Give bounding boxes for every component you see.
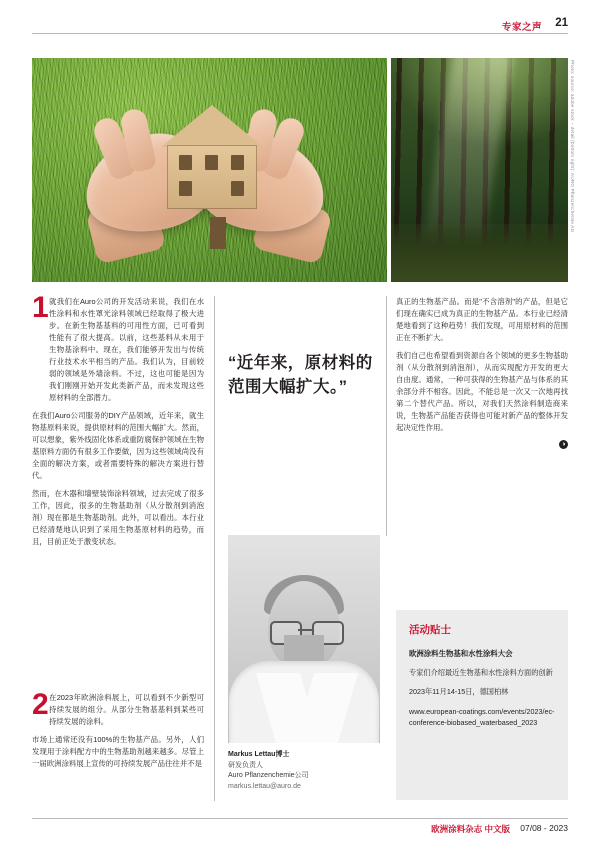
tip-box-subtitle: 欧洲涂料生物基和水性涂料大会 xyxy=(409,649,513,658)
footer-issue: 07/08 - 2023 xyxy=(520,823,568,833)
house-roof xyxy=(161,105,263,147)
paragraph: 真正的生物基产品。而是"不含溶剂"的产品，但是它们现在确实已成为真正的生物基产品。本行业已经清楚地看到了这种趋势！我们发现，可用原材料的范围正在不断扩大。 xyxy=(396,297,568,342)
paragraph: 在我们Auro公司服务的DIY产品领域，近年来，就生物基原料来说，提供原材料的范围大幅扩大。然而，可以想象，紫外线固化体系或重防腐保护领域在生物基原料方面仍有很多工作要做，因为这些领域尚没有全面的解决方案，或者需要特殊的解决方案进行替代。 xyxy=(32,410,204,480)
tip-box-url[interactable]: www.european-coatings.com/events/2023/ec-conference-biobased_waterbased_2023 xyxy=(409,706,555,728)
pull-quote: “近年来，原材料的范围大幅扩大。” xyxy=(228,354,373,396)
column-divider-left xyxy=(214,296,215,801)
tip-box-description: 专家们介绍最近生物基和水性涂料方面的创新 xyxy=(409,668,553,678)
tip-box-title: 活动贴士 xyxy=(409,624,451,636)
hands-holding-house-image xyxy=(32,58,387,282)
image-credit: Photo: source: adobe stock – detail (bottom right): AURO Pflanzenchemie AG xyxy=(570,60,575,233)
house-window xyxy=(179,181,192,196)
page-number: 21 xyxy=(555,17,568,29)
caption-role: 研发负责人 xyxy=(228,761,263,769)
portrait-photo xyxy=(228,535,380,743)
footer-divider xyxy=(32,818,568,819)
house-window xyxy=(179,155,192,170)
body-column-1 xyxy=(32,296,204,554)
eyeglasses-bridge xyxy=(298,629,312,631)
header-divider xyxy=(32,33,568,34)
portrait-caption xyxy=(228,750,380,792)
house-window xyxy=(231,155,244,170)
body-column-3 xyxy=(396,296,568,440)
paragraph: 就我们在Auro公司的开发活动来说，我们在水性涂料和水性罩光涂料领域已经取得了极大进步。在新生物基基料的可用性方面，已可看到性能有了很大提高。以前，这些基料从未用于生物基涂料中。现在，我们能够开发出与传统行业技术水平相当的产品。我们认为，目前较弱的领域是外墙涂料。不过，这也可能是因为我们刚刚开始开发此类新产品，而未发现这些原材料的全部潜力。 xyxy=(49,297,204,402)
house-body xyxy=(167,145,257,209)
dropcap-two: 2 xyxy=(32,688,49,721)
tip-box-date: 2023年11月14-15日，德国柏林 xyxy=(409,687,509,697)
paragraph: 我们自己也希望看到资源自各个领域的更多生物基助剂（从分散剂到消泡剂），从而实现配方开发的更大自由度。通常，一种可获得的生物基产品与体系的其余部分并不相容。因此，不能总是一次又一次地再找第二个替代产品。所以，对我们天然涂料制造商来说，生物基产品能否获得也可能对新产品的整体开发起决定性作用。 xyxy=(396,350,568,432)
house-window xyxy=(205,155,218,170)
caption-company: Auro Pflanzenchemie公司 xyxy=(228,772,309,779)
body-column-1-continued xyxy=(32,688,204,776)
caption-email[interactable]: markus.lettau@auro.de xyxy=(228,782,301,790)
header-section-label: 专家之声 xyxy=(501,22,542,33)
end-of-article-mark: ◑ xyxy=(559,440,568,449)
event-tip-box xyxy=(396,610,568,800)
paragraph: 在2023年欧洲涂料展上，可以看到不少新型可持续发展的组分。从部分生物基基料到某些可持续发展的涂料。 xyxy=(49,693,204,726)
paragraph: 然而，在木器和墙壁装饰涂料领域，过去完成了很多工作，因此，很多的生物基助剂（从分散剂到消泡剂）现在都是生物基助剂。此外，可以看出。本行业已经清楚地认识到了采用生物基原材料的趋势，而且，目前正处于激变状态。 xyxy=(32,488,204,546)
forest-floor xyxy=(391,224,568,282)
hands-graphic xyxy=(85,99,335,249)
paragraph: 市场上通常还没有100%的生物基产品。另外，人们发现用于涂料配方中的生物基助剂越来越多。尽管上一届欧洲涂料展上宣传的可持续发展产品往往并不是 xyxy=(32,734,204,768)
house-window xyxy=(231,181,244,196)
house-door xyxy=(210,217,226,249)
caption-name: Markus Lettau博士 xyxy=(228,751,290,758)
wooden-house-model xyxy=(161,105,263,209)
column-divider-right xyxy=(386,296,387,536)
dropcap-one: 1 xyxy=(32,291,49,324)
forest-image xyxy=(391,58,568,282)
page-header xyxy=(0,0,600,34)
footer-publication: 欧洲涂料杂志 中文版 xyxy=(431,824,510,834)
